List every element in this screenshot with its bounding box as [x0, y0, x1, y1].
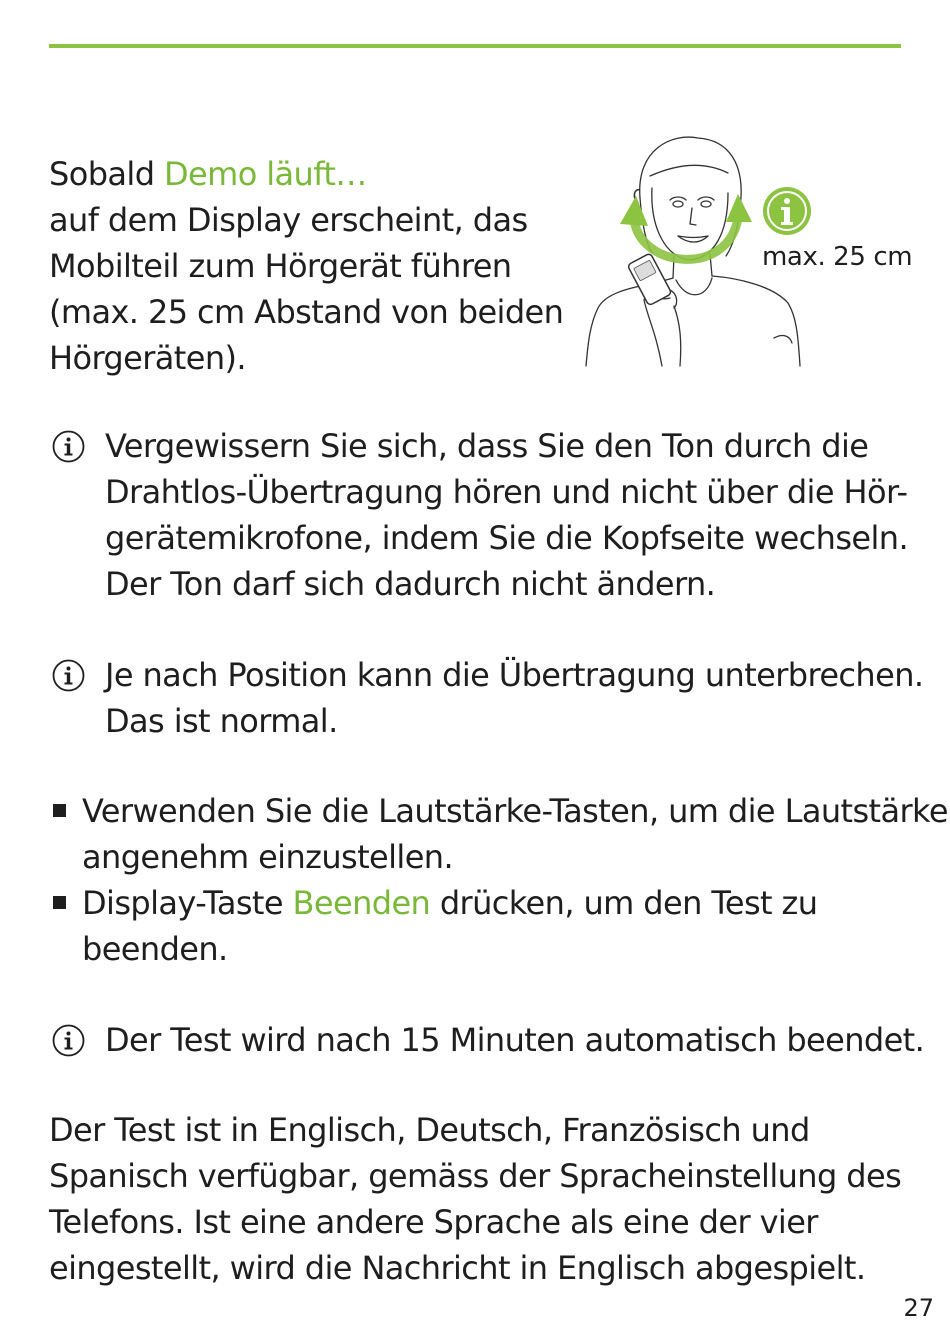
intro-prefix: Sobald [49, 155, 164, 193]
note-1-line-3: gerätemikrofone, indem Sie die Kopfseite wechseln. [105, 519, 909, 557]
page-number: 27 [903, 1294, 934, 1322]
intro-line-1 [49, 151, 367, 197]
info-icon [52, 430, 85, 463]
note-1-line-4: Der Ton darf sich dadurch nicht ändern. [105, 565, 716, 603]
info-icon [52, 659, 85, 692]
note-2-line-2: Das ist normal. [105, 702, 338, 740]
info-icon [762, 186, 812, 236]
intro-line-2: auf dem Display erscheint, das [49, 201, 528, 239]
step-1-line-2: angenehm einzustellen. [82, 838, 454, 876]
bullet-icon [53, 804, 66, 817]
step-2-line-2: beenden. [82, 930, 228, 968]
intro-line-4: (max. 25 cm Abstand von beiden [49, 293, 564, 331]
step-2-line-1 [82, 880, 817, 926]
step-1-line-1: Verwenden Sie die Lautstärke-Tasten, um die Lautstärke [82, 792, 948, 830]
step-2-suffix: drücken, um den Test zu [430, 884, 818, 922]
intro-highlight: Demo läuft… [164, 155, 367, 193]
note-1-line-2: Drahtlos-Übertragung hören und nicht über die Hör- [105, 473, 908, 511]
info-icon [52, 1024, 85, 1057]
intro-line-3: Mobilteil zum Hörgerät führen [49, 247, 512, 285]
bullet-icon [53, 896, 66, 909]
step-2-highlight: Beenden [292, 884, 431, 922]
closing-line-2: Spanisch verfügbar, gemäss der Spracheinstellung des [49, 1157, 902, 1195]
closing-line-3: Telefons. Ist eine andere Sprache als eine der vier [49, 1203, 818, 1241]
closing-line-4: eingestellt, wird die Nachricht in Englisch abgespielt. [49, 1249, 866, 1287]
intro-line-5: Hörgeräten). [49, 339, 246, 377]
closing-line-1: Der Test ist in Englisch, Deutsch, Französisch und [49, 1111, 810, 1149]
note-2-line-1: Je nach Position kann die Übertragung unterbrechen. [105, 656, 924, 694]
header-rule [49, 44, 901, 48]
note-end-text: Der Test wird nach 15 Minuten automatisch beendet. [105, 1021, 925, 1059]
note-1-line-1: Vergewissern Sie sich, dass Sie den Ton durch die [105, 427, 869, 465]
distance-label: max. 25 cm [762, 242, 913, 272]
step-2-prefix: Display-Taste [82, 884, 293, 922]
